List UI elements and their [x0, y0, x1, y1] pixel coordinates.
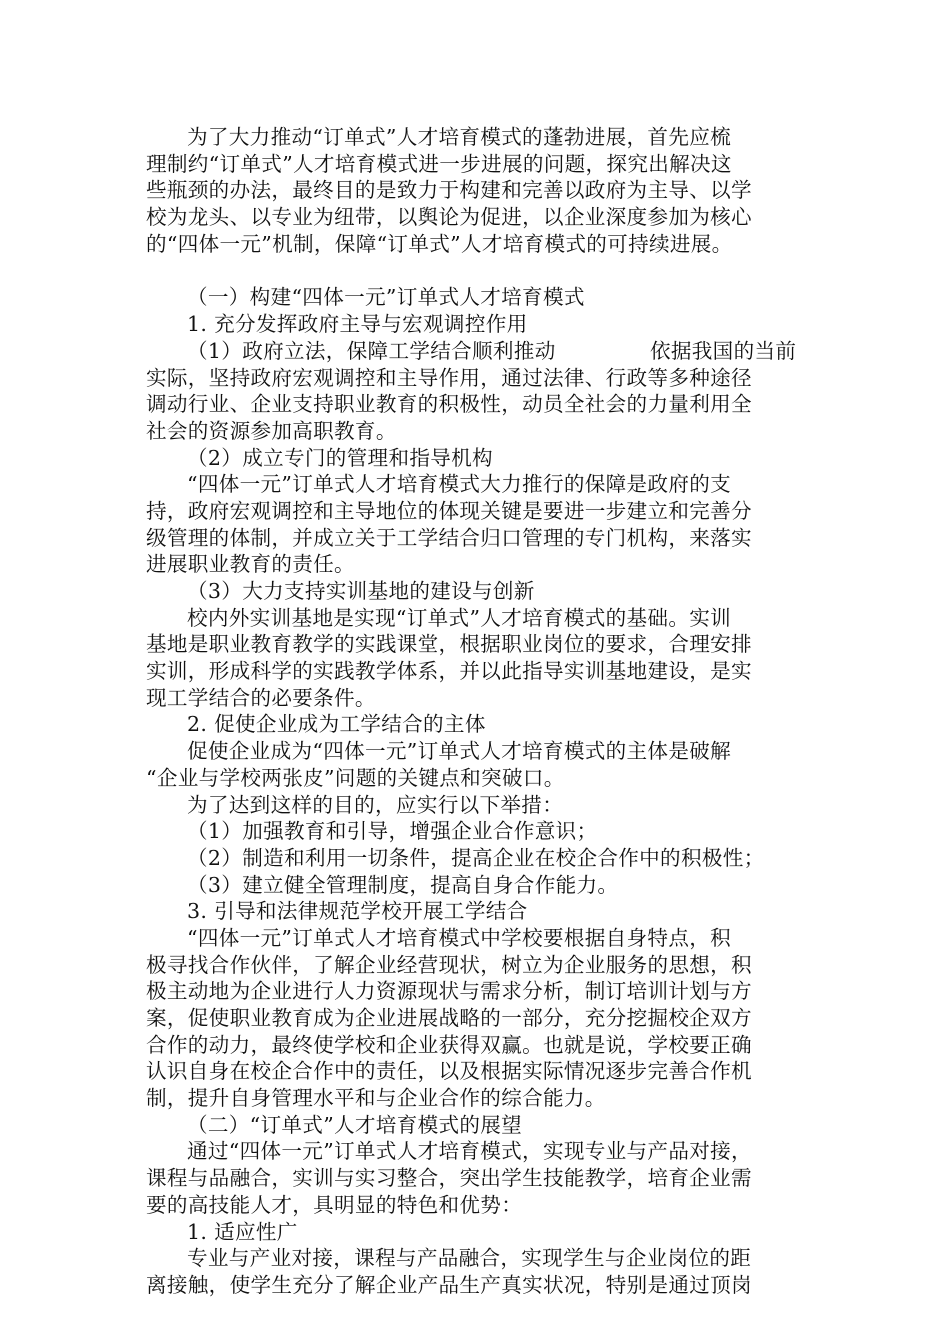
text-line: 级管理的体制，并成立关于工学结合归口管理的专门机构，来落实: [146, 525, 752, 550]
section-heading: （一）构建“四体一元”订单式人才培育模式: [187, 285, 585, 310]
text-line: 校内外实训基地是实现“订单式”人才培育模式的基础。实训: [187, 605, 731, 630]
text-line: 实际，坚持政府宏观调控和主导作用，通过法律、行政等多种途径: [146, 365, 752, 390]
text-line: 合作的动力，最终使学校和企业获得双赢。也就是说，学校要正确: [146, 1032, 752, 1057]
text-line: “四体一元”订单式人才培育模式中学校要根据自身特点，积: [187, 925, 731, 950]
text-line: 极寻找合作伙伴，了解企业经营现状，树立为企业服务的思想，积: [146, 952, 752, 977]
item-heading: （3）大力支持实训基地的建设与创新: [187, 579, 535, 603]
text-line: 调动行业、企业支持职业教育的积极性，动员全社会的力量利用全: [146, 392, 752, 417]
text-line: 理制约“订单式”人才培育模式进一步进展的问题，探究出解决这: [146, 151, 732, 176]
text-line: “企业与学校两张皮”问题的关键点和突破口。: [146, 765, 565, 790]
text-line: 实训，形成科学的实践教学体系，并以此指导实训基地建设，是实: [146, 659, 752, 684]
item-heading: （2）成立专门的管理和指导机构: [187, 445, 493, 470]
item-text-start: 依据我国的当前: [650, 338, 797, 363]
intro-paragraph: [146, 124, 808, 257]
measure-item: （2）制造和利用一切条件，提高企业在校企合作中的积极性；: [187, 845, 765, 870]
section-heading: （二）“订单式”人才培育模式的展望: [187, 1112, 523, 1137]
text-line: 案，促使职业教育成为企业进展战略的一部分，充分挖掘校企双方: [146, 1006, 752, 1030]
text-line: 专业与产业对接，课程与产品融合，实现学生与企业岗位的距: [187, 1246, 752, 1271]
text-line: 社会的资源参加高职教育。: [146, 418, 397, 443]
text-line: 离接触，使学生充分了解企业产品生产真实状况，特别是通过顶岗: [146, 1272, 752, 1297]
item-heading: （1）政府立法，保障工学结合顺利推动: [187, 338, 556, 363]
text-line: 持，政府宏观调控和主导地位的体现关键是要进一步建立和完善分: [146, 498, 752, 523]
text-line: 进展职业教育的责任。: [146, 552, 355, 577]
text-line: 现工学结合的必要条件。: [146, 685, 376, 710]
text-line: 为了达到这样的目的，应实行以下举措：: [187, 792, 564, 817]
text-line: “四体一元”订单式人才培育模式大力推行的保障是政府的支: [187, 472, 731, 497]
subsection-title: 2. 促使企业成为工学结合的主体: [187, 712, 486, 737]
text-line: 基地是职业教育教学的实践课堂，根据职业岗位的要求，合理安排: [146, 632, 752, 657]
subsection-item-heading: [146, 338, 808, 365]
subsection-title: 1. 充分发挥政府主导与宏观调控作用: [187, 312, 528, 337]
subsection-title: 3. 引导和法律规范学校开展工学结合: [187, 899, 528, 924]
text-line: 为了大力推动“订单式”人才培育模式的蓬勃进展，首先应梳: [187, 125, 731, 149]
paragraph-gap: [146, 257, 808, 284]
text-line: 认识自身在校企合作中的责任，以及根据实际情况逐步完善合作机: [146, 1059, 752, 1084]
measure-item: （1）加强教育和引导，增强企业合作意识；: [187, 819, 598, 844]
document-page: [146, 124, 808, 1299]
measure-item: （3）建立健全管理制度，提高自身合作能力。: [187, 872, 619, 897]
text-line: 些瓶颈的办法，最终目的是致力于构建和完善以政府为主导、以学: [146, 178, 752, 203]
text-line: 的“四体一元”机制，保障“订单式”人才培育模式的可持续进展。: [146, 231, 733, 256]
text-line: 课程与品融合，实训与实习整合，突出学生技能教学，培育企业需: [146, 1166, 752, 1191]
text-line: 制，提升自身管理水平和与企业合作的综合能力。: [146, 1086, 606, 1111]
subsection-title: 1. 适应性广: [187, 1219, 298, 1244]
text-line: 促使企业成为“四体一元”订单式人才培育模式的主体是破解: [187, 739, 731, 764]
text-line: 极主动地为企业进行人力资源现状与需求分析，制订培训计划与方: [146, 979, 752, 1004]
text-line: 通过“四体一元”订单式人才培育模式，实现专业与产品对接，: [187, 1139, 752, 1164]
text-line: 要的高技能人才，具明显的特色和优势：: [146, 1192, 523, 1217]
text-line: 校为龙头、以专业为纽带，以舆论为促进，以企业深度参加为核心: [146, 205, 752, 230]
